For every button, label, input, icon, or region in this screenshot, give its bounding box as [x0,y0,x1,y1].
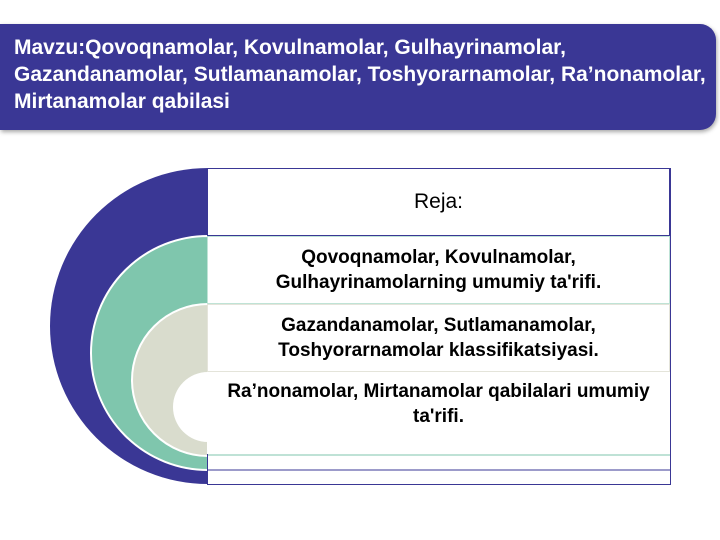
plan-item-3: Ra’nonamolar, Mirtanamolar qabilalari umumiy ta'rifi. [207,372,670,454]
plan-item-2: Gazandanamolar, Sutlamanamolar, Toshyorarnamolar klassifikatsiyasi. [207,304,670,372]
plan-item-1: Qovoqnamolar, Kovulnamolar, Gulhayrinamolarning umumiy ta'rifi. [207,236,670,304]
plan-heading: Reja: [207,168,670,236]
slide-title: Mavzu:Qovoqnamolar, Kovulnamolar, Gulhayrinamolar, Gazandanamolar, Sutlamanamolar, Toshyorarnamolar, Ra’nonamolar, Mirtanamolar qabilasi [14,36,706,113]
